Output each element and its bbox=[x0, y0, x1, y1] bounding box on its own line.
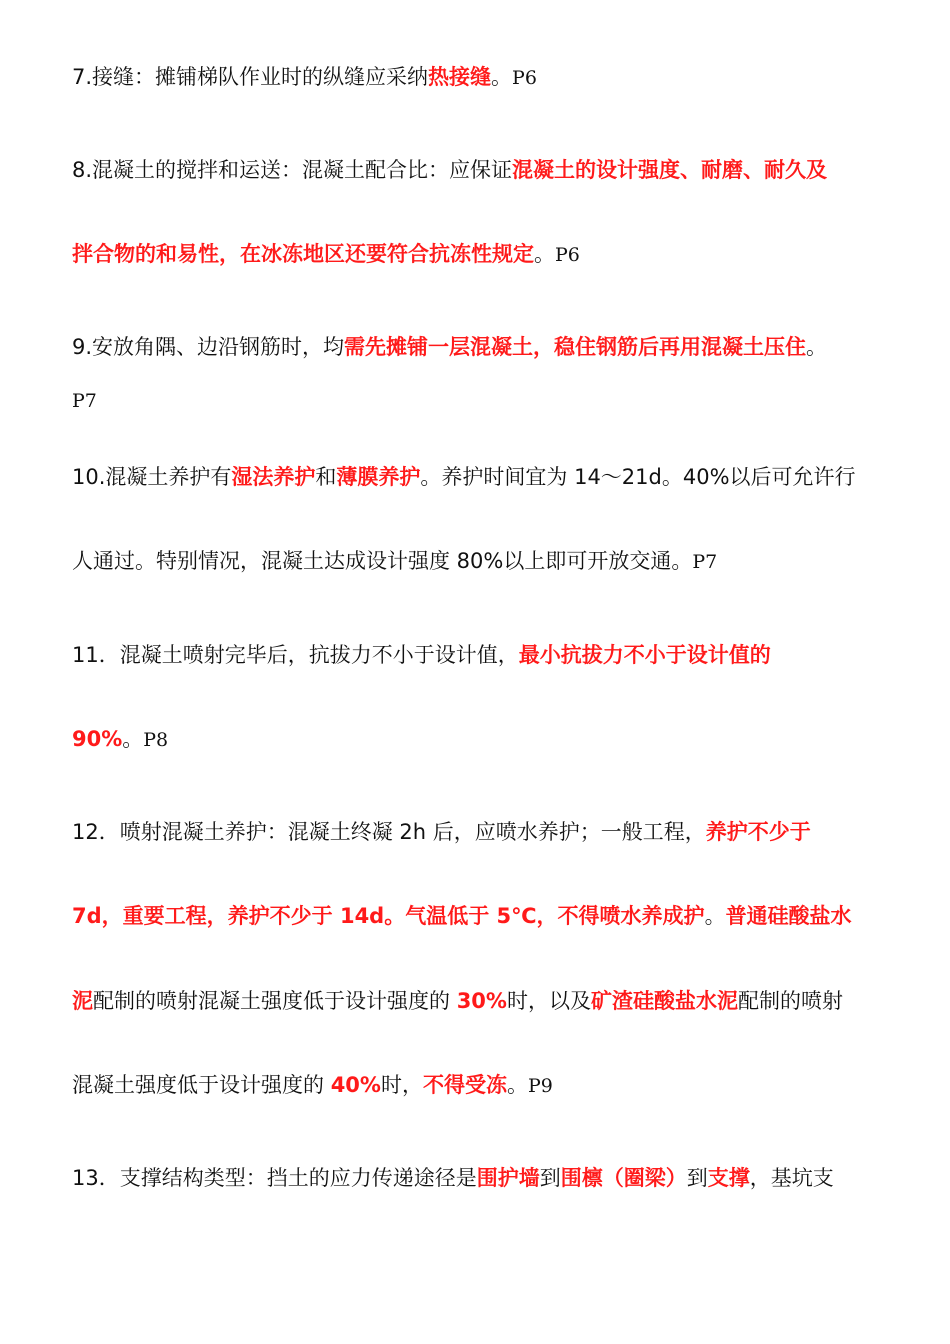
page-reference: P6 bbox=[555, 244, 580, 266]
highlighted-text: 围护墙 bbox=[476, 1166, 540, 1190]
body-text: 13．支撑结构类型：挡土的应力传递途径是 bbox=[72, 1166, 477, 1190]
body-text: 配制的喷射混凝土强度低于设计强度的 bbox=[93, 989, 457, 1013]
item-9-line-1 bbox=[72, 332, 882, 362]
highlighted-text: 7d，重要工程，养护不少于 14d。气温低于 5℃，不得喷水养成护 bbox=[72, 904, 705, 928]
highlighted-text: 需先摊铺一层混凝土，稳住钢筋后再用混凝土压住 bbox=[344, 335, 807, 359]
body-text: 。 bbox=[122, 727, 144, 751]
body-text: ，基坑支 bbox=[749, 1166, 834, 1190]
page-reference: P8 bbox=[143, 729, 169, 751]
highlighted-text: 90% bbox=[72, 727, 123, 751]
highlighted-text: 围檩（圈梁） bbox=[560, 1166, 687, 1190]
body-text: 人通过。特别情况，混凝土达成设计强度 80%以上即可开放交通。 bbox=[72, 549, 693, 573]
item-11-line-2 bbox=[72, 724, 882, 755]
body-text: 时， bbox=[380, 1073, 423, 1097]
item-11-line-1 bbox=[72, 640, 882, 670]
body-text: 。 bbox=[534, 242, 555, 266]
item-12-line-1 bbox=[72, 817, 882, 847]
highlighted-text: 不得受冻 bbox=[422, 1073, 507, 1097]
item-12-line-2 bbox=[72, 901, 882, 931]
item-12-line-3 bbox=[72, 986, 882, 1016]
highlighted-text: 拌合物的和易性，在冰冻地区还要符合抗冻性规定 bbox=[72, 242, 534, 266]
highlighted-text: 养护不少于 bbox=[705, 820, 811, 844]
body-text: 。 bbox=[806, 335, 828, 359]
body-text: 时，以及 bbox=[506, 989, 591, 1013]
body-text: 混凝土强度低于设计强度的 bbox=[72, 1073, 331, 1097]
item-8-line-1 bbox=[72, 155, 882, 185]
body-text: 。养护时间宜为 14～21d。40%以后可允许行 bbox=[420, 465, 856, 489]
body-text: 和 bbox=[315, 465, 337, 489]
body-text: 。 bbox=[704, 904, 726, 928]
page-reference: P6 bbox=[512, 67, 537, 89]
highlighted-text: 湿法养护 bbox=[231, 465, 316, 489]
body-text: 。 bbox=[506, 1073, 528, 1097]
highlighted-text: 普通硅酸盐水 bbox=[725, 904, 852, 928]
highlighted-text: 最小抗拔力不小于设计值的 bbox=[518, 643, 771, 667]
item-13-line-1 bbox=[72, 1163, 882, 1193]
page-reference: P9 bbox=[527, 1075, 553, 1097]
highlighted-text: 支撑 bbox=[707, 1166, 750, 1190]
body-text: 到 bbox=[539, 1166, 561, 1190]
item-7-line-1 bbox=[72, 62, 882, 93]
item-12-line-4 bbox=[72, 1070, 882, 1101]
body-text: 10.混凝土养护有 bbox=[72, 465, 232, 489]
body-text: 8.混凝土的搅拌和运送：混凝土配合比：应保证 bbox=[72, 158, 513, 182]
body-text: 7.接缝：摊铺梯队作业时的纵缝应采纳 bbox=[72, 65, 429, 89]
page-reference: P7 bbox=[72, 390, 97, 412]
body-text: 到 bbox=[686, 1166, 708, 1190]
highlighted-text: 40% bbox=[330, 1073, 381, 1097]
body-text: 。 bbox=[491, 65, 513, 89]
body-text: 12．喷射混凝土养护：混凝土终凝 2h 后，应喷水养护；一般工程， bbox=[72, 820, 706, 844]
highlighted-text: 混凝土的设计强度、耐磨、耐久及 bbox=[512, 158, 828, 182]
body-text: 9.安放角隅、边沿钢筋时，均 bbox=[72, 335, 345, 359]
item-8-line-2 bbox=[72, 239, 882, 270]
highlighted-text: 薄膜养护 bbox=[336, 465, 421, 489]
item-9-line-2 bbox=[72, 385, 882, 416]
highlighted-text: 矿渣硅酸盐水泥 bbox=[590, 989, 738, 1013]
body-text: 11．混凝土喷射完毕后，抗拔力不小于设计值， bbox=[72, 643, 519, 667]
page-reference: P7 bbox=[692, 551, 718, 573]
item-10-line-1 bbox=[72, 462, 882, 492]
body-text: 配制的喷射 bbox=[737, 989, 843, 1013]
item-10-line-2 bbox=[72, 546, 882, 577]
highlighted-text: 热接缝 bbox=[428, 65, 492, 89]
highlighted-text: 泥 bbox=[72, 989, 93, 1013]
highlighted-text: 30% bbox=[456, 989, 507, 1013]
